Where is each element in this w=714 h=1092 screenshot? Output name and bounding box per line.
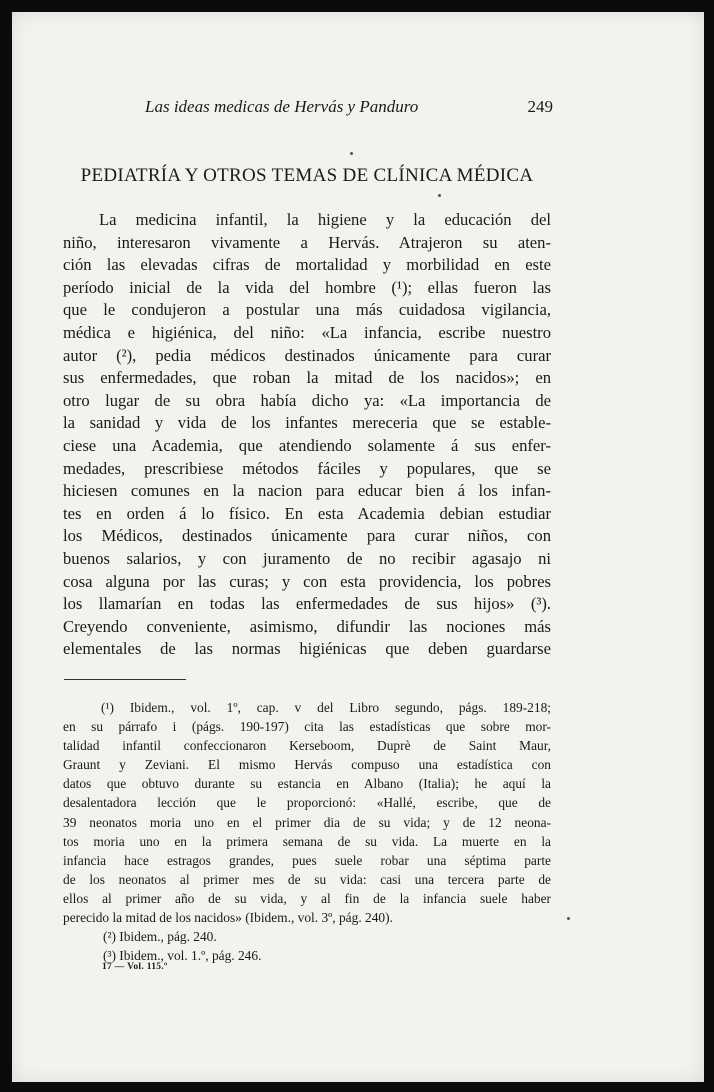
running-title: Las ideas medicas de Hervás y Panduro [145,97,419,116]
paper-speck [567,917,570,920]
body-line: medades, prescribiese métodos fáciles y populares, que se [63,458,551,478]
footnote-divider [64,679,186,680]
page-number: 249 [527,97,553,116]
body-line: elementales de las normas higiénicas que deben guardarse [63,639,551,659]
body-line: sus enfermedades, que roban la mitad de los nacidos»; en [63,368,551,388]
footnote-line: infancia hace estragos grandes, pues suele robar una séptima parte [63,852,551,868]
body-line: cosa alguna por las curas; y con esta providencia, los pobres [63,571,551,591]
body-line: ciese una Academia, que atendiendo solamente á sus enfer- [63,435,551,455]
printer-signature: 17 — Vol. 115.º [102,962,168,972]
footnote-line: Graunt y Zeviani. El mismo Hervás compuso una estadística con [63,757,551,773]
footnote-line: 39 neonatos moria uno en el primer dia de su vida; y de 12 neona- [63,814,551,830]
body-line: otro lugar de su obra había dicho ya: «La importancia de [63,390,551,410]
footnote-line: en su párrafo i (págs. 190-197) cita las estadísticas que sobre mor- [63,719,551,735]
footnote-2: (²) Ibidem., pág. 240. [103,929,217,945]
footnote-line: datos que obtuvo durante su estancia en Albano (Italia); he aquí la [63,776,551,792]
body-line: La medicina infantil, la higiene y la educación del [99,210,551,229]
body-line: tes en orden á lo físico. En esta Academia debian estudiar [63,503,551,523]
book-page [12,12,704,1082]
running-head [145,97,553,121]
footnote-3: (³) Ibidem., vol. 1.º, pág. 246. [103,948,262,964]
body-line: que le condujeron a postular una más cuidadosa vigilancia, [63,300,551,320]
body-line: autor (²), pedia médicos destinados únicamente para curar [63,345,551,365]
footnote-line: de los neonatos al primer mes de su vida: casi una tercera parte de [63,871,551,887]
section-title: PEDIATRÍA Y OTROS TEMAS DE CLÍNICA MÉDICA [80,165,534,186]
body-text [63,209,551,661]
footnote-line: (¹) Ibidem., vol. 1º, cap. v del Libro segundo, págs. 189-218; [101,700,551,715]
body-line: niño, interesaron vivamente a Hervás. Atrajeron su aten- [63,232,551,252]
footnote-line: perecido la mitad de los nacidos» (Ibidem., vol. 3º, pág. 240). [63,910,393,926]
footnote-line: tos moria uno en la primera semana de su vida. La muerte en la [63,833,551,849]
body-line: hiciesen comunes en la nacion para educar bien á los infan- [63,481,551,501]
body-line: los llamarían en todas las enfermedades de sus hijos» (³). [63,594,551,614]
body-line: médica e higiénica, del niño: «La infancia, escribe nuestro [63,322,551,342]
body-line: Creyendo conveniente, asimismo, difundir las nociones más [63,616,551,636]
footnote-line: ellos al primer año de su vida, y al fin de la infancia suele haber [63,890,551,906]
footnote-line: desalentadora lección que le proporcionó: «Hallé, escribe, que de [63,795,551,811]
paper-speck [350,152,353,155]
body-line: período inicial de la vida del hombre (¹); ellas fueron las [63,277,551,297]
body-line: ción las elevadas cifras de mortalidad y morbilidad en este [63,255,551,275]
body-line: la sanidad y vida de los infantes mereceria que se estable- [63,413,551,433]
body-line: los Médicos, destinados únicamente para curar niños, con [63,526,551,546]
body-line: buenos salarios, y con juramento de no recibir agasajo ni [63,548,551,568]
footnote-line: talidad infantil confeccionaron Kerseboom, Duprè de Saint Maur, [63,738,551,754]
paper-speck [438,194,441,197]
footnotes [63,698,551,965]
